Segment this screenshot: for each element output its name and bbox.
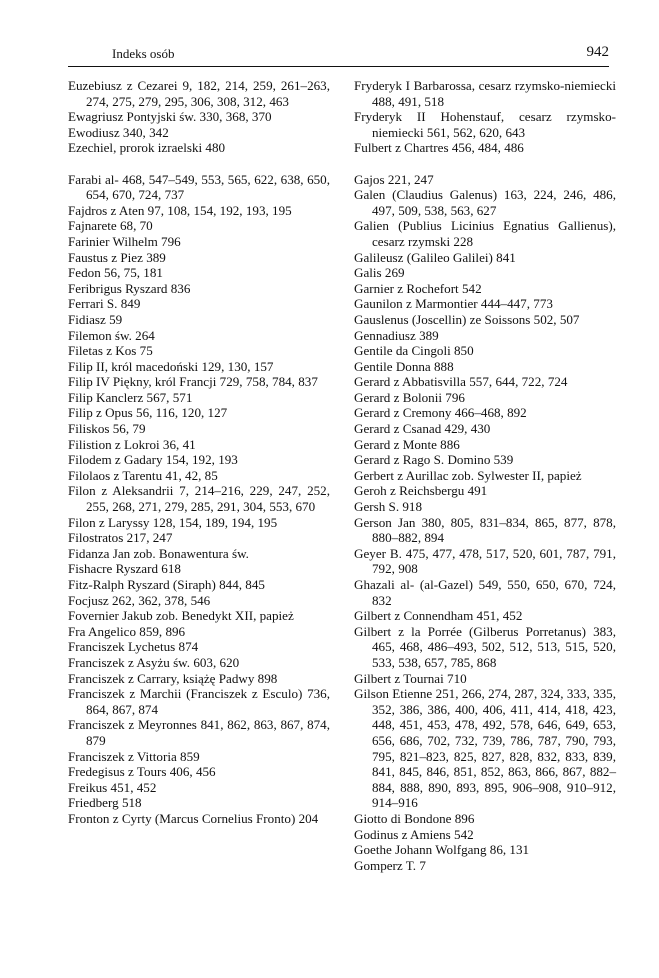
index-entry: Gerard z Bolonii 796 [354, 389, 465, 405]
index-entry: Galen (Claudius Galenus) 163, 224, 246, 486, 497, 509, 538, 563, 627 [354, 187, 616, 218]
index-entry: Gomperz T. 7 [354, 857, 426, 873]
index-entry: Fajnarete 68, 70 [68, 218, 153, 234]
letter-section-gap [68, 156, 330, 172]
index-entry: Ewagriusz Pontyjski św. 330, 368, 370 [68, 109, 272, 125]
index-entry: Geyer B. 475, 477, 478, 517, 520, 601, 787, 791, 792, 908 [354, 545, 616, 577]
index-entry: Gerard z Monte 886 [354, 436, 460, 452]
letter-section-gap [354, 156, 616, 172]
index-entry: Ghazali al- (al-Gazel) 549, 550, 650, 670, 724, 832 [354, 577, 616, 608]
index-entry: Ferrari S. 849 [68, 296, 141, 312]
running-title: Indeks osób [112, 46, 175, 61]
index-entry: Gersh S. 918 [354, 499, 423, 515]
index-entry: Garnier z Rochefort 542 [354, 280, 482, 296]
index-entry: Godinus z Amiens 542 [354, 826, 474, 842]
index-entry: Fovernier Jakub zob. Benedykt XII, papież [68, 608, 294, 624]
index-entry: Giotto di Bondone 896 [354, 810, 475, 826]
index-entry: Fryderyk II Hohenstauf, cesarz rzymsko-niemiecki 561, 562, 620, 643 [354, 109, 616, 140]
index-entry: Gerson Jan 380, 805, 831–834, 865, 877, 878, 880–882, 894 [354, 514, 616, 546]
index-entry: Farinier Wilhelm 796 [68, 233, 181, 249]
index-entry: Filon z Aleksandrii 7, 214–216, 229, 247, 252, 255, 268, 271, 279, 285, 291, 304, 553, 670 [68, 483, 330, 515]
index-entry: Gentile Donna 888 [354, 358, 454, 374]
page-number: 942 [586, 44, 609, 60]
index-entry: Filolaos z Tarentu 41, 42, 85 [68, 467, 218, 483]
index-entry: Fajdros z Aten 97, 108, 154, 192, 193, 195 [68, 202, 292, 218]
index-entry: Gajos 221, 247 [354, 171, 434, 187]
index-entry: Franciszek z Asyżu św. 603, 620 [68, 654, 240, 670]
index-entry: Filip Kanclerz 567, 571 [68, 389, 193, 405]
index-entry: Fulbert z Chartres 456, 484, 486 [354, 140, 524, 156]
index-entry: Franciszek z Meyronnes 841, 862, 863, 867, 874, 879 [68, 717, 330, 748]
index-entry: Euzebiusz z Cezarei 9, 182, 214, 259, 261–263, 274, 275, 279, 295, 306, 308, 312, 463 [68, 78, 330, 109]
index-entry: Filiskos 56, 79 [68, 421, 146, 437]
index-entry: Fra Angelico 859, 896 [68, 623, 186, 639]
index-entry: Fishacre Ryszard 618 [68, 561, 181, 577]
page-header [68, 44, 609, 68]
index-entry: Freikus 451, 452 [68, 779, 157, 795]
index-entry: Gentile da Cingoli 850 [354, 343, 474, 359]
header-rule [68, 66, 609, 67]
index-entry: Filemon św. 264 [68, 327, 155, 343]
index-entry: Gilson Etienne 251, 266, 274, 287, 324, 333, 335, 352, 386, 386, 400, 406, 411, 414, 418, 423, 448, 451, 453, 478, 492, 578, 646, 649, 653, 656, 686, 702, 732, 739, 786, 787, 790, 793, 795, 821–823, 825, 827, 828, 832, 833, 839, 841, 845, 846, 851, 852, 863, 866, 867, 882–884, 888, 890, 893, 895, 906–908, 910–912, 914–916 [354, 686, 616, 811]
index-entry: Franciszek z Carrary, książę Padwy 898 [68, 670, 278, 686]
index-entry: Franciszek z Marchii (Franciszek z Esculo) 736, 864, 867, 874 [68, 686, 330, 717]
index-entry: Gerard z Cremony 466–468, 892 [354, 405, 527, 421]
index-entry: Gilbert z Tournai 710 [354, 670, 467, 686]
index-entry: Filetas z Kos 75 [68, 343, 153, 359]
index-entry: Fryderyk I Barbarossa, cesarz rzymsko-niemiecki 488, 491, 518 [354, 78, 616, 109]
index-entry: Filon z Laryssy 128, 154, 189, 194, 195 [68, 514, 278, 530]
index-entry: Ewodiusz 340, 342 [68, 124, 169, 140]
index-entry: Gerard z Rago S. Domino 539 [354, 452, 514, 468]
index-entry: Filistion z Lokroi 36, 41 [68, 436, 196, 452]
index-entry: Gaunilon z Marmontier 444–447, 773 [354, 296, 553, 312]
index-entry: Fronton z Cyrty (Marcus Cornelius Fronto) 204 [68, 810, 319, 826]
index-entry: Franciszek Lychetus 874 [68, 639, 199, 655]
index-entry: Fitz-Ralph Ryszard (Siraph) 844, 845 [68, 577, 265, 592]
index-entry: Fedon 56, 75, 181 [68, 265, 163, 281]
index-entry: Friedberg 518 [68, 795, 142, 811]
index-entry: Gilbert z la Porrée (Gilberus Porretanus) 383, 465, 468, 486–493, 502, 512, 513, 515, 520, 533, 538, 657, 785, 868 [354, 623, 616, 670]
index-entry: Gauslenus (Joscellin) ze Soissons 502, 507 [354, 311, 580, 327]
index-entry: Galien (Publius Licinius Egnatius Gallienus), cesarz rzymski 228 [354, 218, 616, 249]
index-entry: Fidanza Jan zob. Bonawentura św. [68, 545, 249, 561]
index-entry: Filip II, król macedoński 129, 130, 157 [68, 358, 274, 374]
index-entry: Galileusz (Galileo Galilei) 841 [354, 249, 516, 265]
index-entry: Gerard z Abbatisvilla 557, 644, 722, 724 [354, 374, 568, 390]
index-entry: Focjusz 262, 362, 378, 546 [68, 592, 211, 608]
index-entry: Ezechiel, prorok izraelski 480 [68, 140, 226, 156]
index-entry: Galis 269 [354, 265, 405, 281]
index-column-right [354, 78, 616, 873]
index-entry: Filip IV Piękny, król Francji 729, 758, 784, 837 [68, 374, 318, 390]
index-entry: Gerard z Csanad 429, 430 [354, 421, 491, 437]
index-entry: Filostratos 217, 247 [68, 530, 173, 546]
index-entry: Goethe Johann Wolfgang 86, 131 [354, 842, 530, 858]
index-entry: Fredegisus z Tours 406, 456 [68, 764, 216, 780]
index-column-left [68, 78, 330, 827]
index-entry: Gennadiusz 389 [354, 327, 439, 343]
index-entry: Geroh z Reichsbergu 491 [354, 483, 488, 499]
index-entry: Franciszek z Vittoria 859 [68, 748, 200, 764]
index-entry: Faustus z Piez 389 [68, 249, 166, 265]
index-entry: Fidiasz 59 [68, 311, 123, 327]
index-entry: Gerbert z Aurillac zob. Sylwester II, papież [354, 467, 582, 483]
index-entry: Farabi al- 468, 547–549, 553, 565, 622, 638, 650, 654, 670, 724, 737 [68, 171, 330, 203]
index-entry: Gilbert z Connendham 451, 452 [354, 608, 523, 624]
index-entry: Filip z Opus 56, 116, 120, 127 [68, 405, 228, 421]
index-entry: Filodem z Gadary 154, 192, 193 [68, 452, 238, 468]
index-entry: Feribrigus Ryszard 836 [68, 280, 191, 296]
